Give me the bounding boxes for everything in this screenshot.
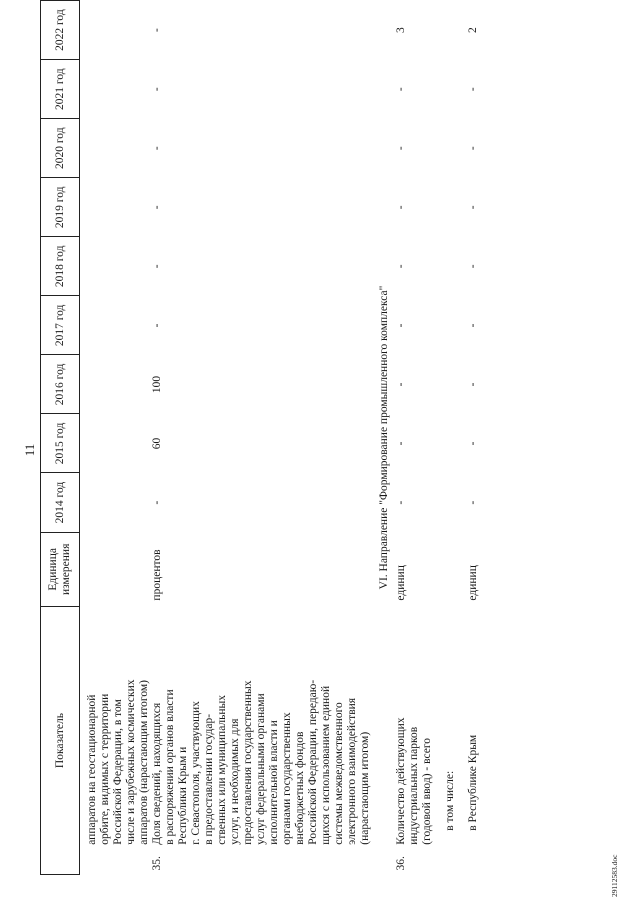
value-cell: - [395,441,407,446]
header-year-2022: 2022 год [41,1,80,60]
indicator-line: Российской Федерации, передаю- [307,679,319,845]
value-cell: - [395,146,407,151]
table-row [395,1,434,875]
indicator-line: Российской Федерации, в том [112,699,124,845]
indicator-cell [80,607,152,845]
table-row [151,1,372,875]
indicator-cell: в Республике Крым [467,734,479,831]
indicator-line: аппаратов (нарастающим итогом) [138,679,150,845]
indicators-table [40,0,480,875]
indicator-line: ственных или муниципальных [216,694,228,845]
sub-header: в том числе: [444,770,456,831]
document-filename: 29112583.doc [610,854,619,897]
header-year-2020: 2020 год [41,119,80,178]
indicator-line: Республики Крым и [177,746,189,845]
value-cell [80,178,152,237]
indicator-line: г. Севастополя, участвующих [190,701,202,845]
value-cell: - [467,500,479,505]
header-year-2017: 2017 год [41,296,80,355]
row-number: 35. [151,856,163,871]
value-cell: - [395,87,407,92]
value-cell: - [151,500,163,505]
indicator-line: индустриальных парков [408,726,420,845]
value-cell [80,473,152,532]
indicator-line: Доля сведений, находящихся [151,702,163,845]
table-row [80,1,152,875]
indicator-line: услуг, и необходимых для [229,718,241,845]
row-number [80,845,152,875]
indicator-line: услуг федеральными органами [255,693,267,845]
value-cell: - [151,87,163,92]
indicator-line: электронного взаимодействия [346,697,358,845]
indicator-line: органами государственных [281,712,293,845]
table-header-row [41,1,80,875]
indicator-line: Количество действующих [395,717,407,845]
value-cell: - [467,382,479,387]
value-cell: - [395,500,407,505]
value-cell: - [151,146,163,151]
indicator-cell [151,607,372,845]
table-row [434,1,457,875]
value-cell: 2 [467,27,479,33]
indicator-line: в предоставлении государ- [203,713,215,845]
value-cell: - [151,28,163,33]
value-cell [80,296,152,355]
value-cell [80,1,152,60]
header-indicator: Показатель [41,607,80,875]
indicator-cell [395,607,434,845]
header-year-2021: 2021 год [41,60,80,119]
indicator-line: щихся с использованием единой [320,685,332,845]
value-cell: - [151,205,163,210]
header-year-2015: 2015 год [41,414,80,473]
unit-cell [80,532,152,607]
indicator-line: исполнительной власти и [268,720,280,845]
value-cell: - [467,146,479,151]
unit-cell: единиц [395,565,407,601]
value-cell: - [151,264,163,269]
value-cell [80,237,152,296]
header-unit-line2: измерения [60,543,72,595]
unit-cell: единиц [467,565,479,601]
header-year-2016: 2016 год [41,355,80,414]
indicator-line: аппаратов на геостационарной [86,694,98,845]
value-cell [80,60,152,119]
value-cell [80,355,152,414]
indicator-line: (годовой ввод) - всего [421,738,433,845]
value-cell: 3 [395,27,407,33]
row-number: 36. [395,856,407,871]
value-cell: 100 [151,375,163,394]
value-cell: 60 [151,437,163,450]
indicator-line: системы межведомственного [333,702,345,845]
indicator-line: предоставления государственных [242,680,254,845]
value-cell: - [467,441,479,446]
indicator-line: числе и зарубежных космических [125,679,137,845]
value-cell: - [467,87,479,92]
header-year-2014: 2014 год [41,473,80,532]
header-year-2019: 2019 год [41,178,80,237]
section-row [372,1,395,875]
value-cell: - [395,205,407,210]
value-cell: - [467,264,479,269]
value-cell: - [395,382,407,387]
header-year-2018: 2018 год [41,237,80,296]
indicator-line: в распоряжении органов власти [164,689,176,845]
table-row [457,1,480,875]
page-number: 11 [22,443,37,457]
section-heading: VI. Направление "Формирование промышленного комплекса" [378,285,390,590]
indicator-line: внебюджетных фондов [294,731,306,845]
header-unit [41,532,80,607]
value-cell [80,414,152,473]
unit-cell: процентов [151,549,163,601]
indicator-line: орбите, видимых с территории [99,693,111,845]
header-unit-line1: Единица [47,548,59,591]
value-cell: - [467,205,479,210]
indicator-line: (нарастающим итогом) [359,731,371,845]
value-cell [80,119,152,178]
value-cell: - [395,264,407,269]
value-cell: - [467,323,479,328]
value-cell: - [395,323,407,328]
value-cell: - [151,323,163,328]
